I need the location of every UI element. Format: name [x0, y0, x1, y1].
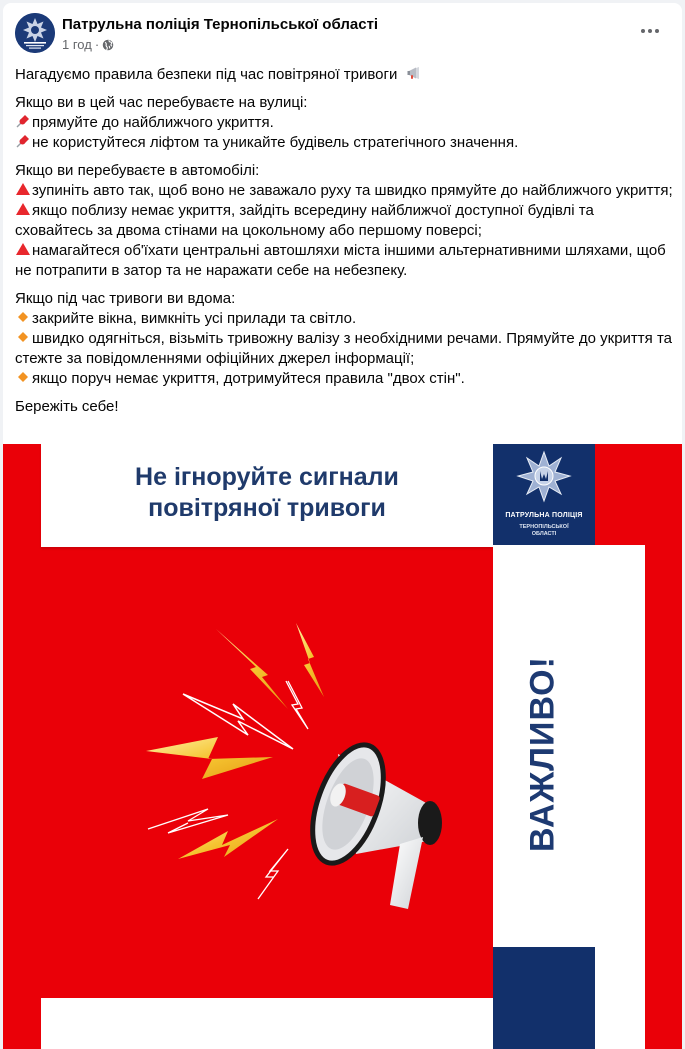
closing-paragraph — [15, 397, 675, 417]
red-triangle-icon — [15, 181, 31, 197]
more-options-dot — [648, 29, 652, 33]
pushpin-icon — [15, 113, 31, 129]
car-item-text: зупиніть авто так, щоб воно не заважало руху та швидко прямуйте до найближчого укриття; — [32, 182, 673, 199]
car-item-text: намагайтеся об'їхати центральні автошляхи міста іншими альтернативними шляхами, щоб не потрапити в затор та не наражати себе на небезпеку. — [15, 242, 666, 279]
logo-line2: ТЕРНОПІЛЬСЬКОЇ — [519, 524, 569, 530]
home-item — [15, 309, 675, 329]
logo-region — [493, 524, 595, 538]
street-item-text: прямуйте до найближчого укриття. — [32, 114, 274, 131]
image-title-line2: повітряної тривоги — [148, 494, 386, 522]
post-image[interactable] — [3, 444, 682, 1049]
home-item — [15, 329, 675, 369]
street-item-text: не користуйтеся ліфтом та уникайте будівель стратегічного значення. — [32, 134, 519, 151]
right-red-strip — [645, 444, 682, 1049]
car-item-text: якщо поблизу немає укриття, зайдіть всередину найближчої доступної будівлі та сховайтесь за двома стінами на цокольному або першому поверсі; — [15, 202, 594, 239]
car-item — [15, 181, 675, 201]
home-section — [15, 289, 675, 389]
logo-line3: ОБЛАСТІ — [531, 531, 557, 537]
car-item — [15, 201, 675, 241]
post-meta — [62, 37, 114, 52]
megaphone-lightning-illustration — [138, 609, 483, 909]
car-section — [15, 161, 675, 281]
police-logo-box — [493, 444, 595, 545]
logo-line1: ПАТРУЛЬНА ПОЛІЦІЯ — [505, 512, 583, 519]
red-triangle-icon — [15, 201, 31, 217]
post-timestamp[interactable]: 1 год — [62, 37, 92, 52]
car-item — [15, 241, 675, 281]
home-item-text: швидко одягніться, візьміть тривожну валізу з необхідними речами. Прямуйте до укриття та стежте за повідомленнями офіційних джерел інформації; — [15, 330, 672, 367]
page-avatar[interactable] — [15, 13, 55, 53]
more-options-button[interactable] — [638, 21, 662, 41]
post-text — [15, 65, 675, 425]
police-badge-icon — [15, 13, 55, 53]
street-section — [15, 93, 675, 153]
meta-separator: · — [94, 37, 100, 52]
page-name-link[interactable]: Патрульна поліція Тернопільської області — [62, 16, 379, 33]
pushpin-icon — [15, 133, 31, 149]
orange-diamond-icon — [15, 329, 31, 345]
street-heading: Якщо ви в цей час перебуваєте на вулиці: — [15, 94, 308, 111]
home-item-text: закрийте вікна, вимкніть усі прилади та світло. — [32, 310, 357, 327]
more-options-icon — [641, 29, 645, 33]
post-header — [3, 3, 682, 59]
globe-icon[interactable] — [102, 39, 114, 51]
image-title-banner — [41, 444, 493, 547]
street-item — [15, 133, 675, 153]
bottom-navy-block — [493, 947, 595, 1049]
car-heading: Якщо ви перебуваєте в автомобілі: — [15, 162, 260, 179]
bottom-white-bar — [41, 998, 493, 1049]
important-text: ВАЖЛИВО! — [523, 656, 562, 852]
megaphone-emoji-icon — [406, 65, 422, 81]
intro-paragraph — [15, 65, 675, 85]
image-title — [41, 462, 493, 524]
closing-text: Бережіть себе! — [15, 398, 119, 415]
intro-text: Нагадуємо правила безпеки під час повітряної тривоги — [15, 66, 398, 83]
home-item — [15, 369, 675, 389]
street-item — [15, 113, 675, 133]
police-star-icon — [493, 446, 595, 512]
important-label — [513, 619, 573, 889]
image-title-line1: Не ігноруйте сигнали — [135, 463, 399, 491]
orange-diamond-icon — [15, 369, 31, 385]
home-heading: Якщо під час тривоги ви вдома: — [15, 290, 236, 307]
post-card — [3, 3, 682, 1049]
red-triangle-icon — [15, 241, 31, 257]
home-item-text: якщо поруч немає укриття, дотримуйтеся правила "двох стін". — [32, 370, 465, 387]
orange-diamond-icon — [15, 309, 31, 325]
more-options-dot — [655, 29, 659, 33]
